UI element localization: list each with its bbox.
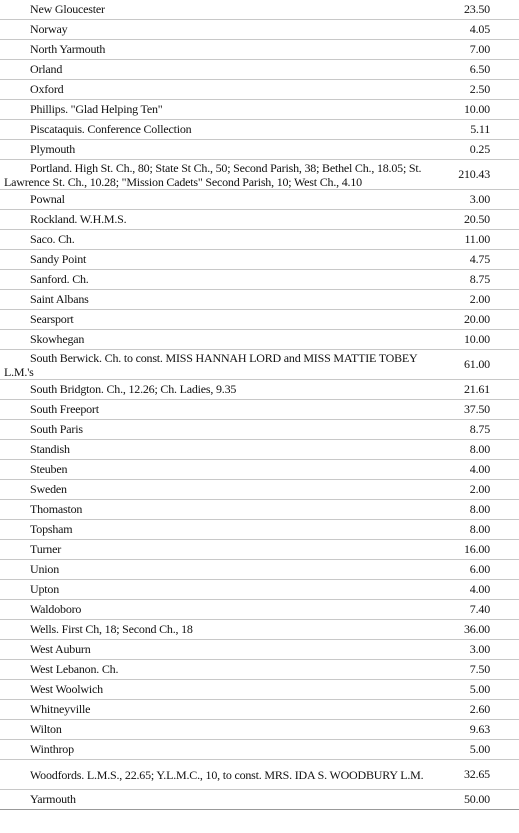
amount-cell: 6.00: [440, 560, 519, 580]
table-row: [0, 460, 519, 480]
place-cell: Wilton: [0, 720, 440, 740]
place-cell: Sanford. Ch.: [0, 270, 440, 290]
place-cell: Topsham: [0, 520, 440, 540]
place-cell: Steuben: [0, 460, 440, 480]
amount-cell: 2.00: [440, 290, 519, 310]
table-row: [0, 20, 519, 40]
place-cell: South Freeport: [0, 400, 440, 420]
amount-cell: 5.00: [440, 680, 519, 700]
place-cell: West Auburn: [0, 640, 440, 660]
amount-cell: 10.00: [440, 330, 519, 350]
table-row: [0, 790, 519, 810]
place-cell: Whitneyville: [0, 700, 440, 720]
table-row: [0, 700, 519, 720]
amount-cell: 5.11: [440, 120, 519, 140]
table-row: [0, 190, 519, 210]
amount-cell: 6.50: [440, 60, 519, 80]
place-cell: New Gloucester: [0, 0, 440, 20]
amount-cell: 8.75: [440, 270, 519, 290]
table-row: [0, 720, 519, 740]
table-row: [0, 680, 519, 700]
table-row: [0, 480, 519, 500]
amount-cell: 3.00: [440, 640, 519, 660]
table-row: [0, 500, 519, 520]
amount-cell: 21.61: [440, 380, 519, 400]
amount-cell: 0.25: [440, 140, 519, 160]
table-row: [0, 560, 519, 580]
table-row: [0, 140, 519, 160]
place-cell: Rockland. W.H.M.S.: [0, 210, 440, 230]
amount-cell: 2.00: [440, 480, 519, 500]
table-row: [0, 540, 519, 560]
place-cell: Upton: [0, 580, 440, 600]
amount-cell: 4.00: [440, 580, 519, 600]
table-row: [0, 600, 519, 620]
amount-cell: 23.50: [440, 0, 519, 20]
table-row: [0, 740, 519, 760]
place-text: South Berwick. Ch. to const. MISS HANNAH LORD and MISS MATTIE TOBEY L.M.'s: [4, 350, 418, 379]
table-row: [0, 270, 519, 290]
place-cell: Sweden: [0, 480, 440, 500]
place-cell: South Bridgton. Ch., 12.26; Ch. Ladies, 9.35: [0, 380, 440, 400]
table-row: [0, 210, 519, 230]
place-cell: Wells. First Ch, 18; Second Ch., 18: [0, 620, 440, 640]
amount-cell: 210.43: [440, 160, 519, 190]
place-text: Portland. High St. Ch., 80; State St Ch., 50; Second Parish, 38; Bethel Ch., 18.05; St. Lawrence St. Ch., 10.28; "Mission Cadets" Second Parish, 10; West Ch., 4.10: [4, 160, 422, 189]
amount-cell: 7.40: [440, 600, 519, 620]
place-cell: West Woolwich: [0, 680, 440, 700]
amount-cell: 5.00: [440, 740, 519, 760]
table-row: [0, 440, 519, 460]
table-row: [0, 290, 519, 310]
table-row: [0, 620, 519, 640]
place-cell: Saint Albans: [0, 290, 440, 310]
table-row: [0, 660, 519, 680]
place-cell: [0, 160, 440, 190]
amount-cell: 8.75: [440, 420, 519, 440]
place-cell: Standish: [0, 440, 440, 460]
amount-cell: 11.00: [440, 230, 519, 250]
place-cell: North Yarmouth: [0, 40, 440, 60]
amount-cell: 8.00: [440, 520, 519, 540]
place-cell: Winthrop: [0, 740, 440, 760]
table-row: [0, 760, 519, 790]
place-cell: Oxford: [0, 80, 440, 100]
amount-cell: 8.00: [440, 440, 519, 460]
place-cell: Orland: [0, 60, 440, 80]
amount-cell: 3.00: [440, 190, 519, 210]
table-row: [0, 80, 519, 100]
amount-cell: 9.63: [440, 720, 519, 740]
table-row: [0, 350, 519, 380]
place-cell: Piscataquis. Conference Collection: [0, 120, 440, 140]
amount-cell: 50.00: [440, 790, 519, 810]
amount-cell: 2.60: [440, 700, 519, 720]
place-cell: Phillips. "Glad Helping Ten": [0, 100, 440, 120]
amount-cell: 32.65: [440, 760, 519, 790]
place-text: Woodfords. L.M.S., 22.65; Y.L.M.C., 10, to const. MRS. IDA S. WOODBURY L.M.: [30, 767, 424, 782]
table-row: [0, 160, 519, 190]
place-cell: South Paris: [0, 420, 440, 440]
amount-cell: 2.50: [440, 80, 519, 100]
place-cell: Sandy Point: [0, 250, 440, 270]
place-cell: West Lebanon. Ch.: [0, 660, 440, 680]
amount-cell: 4.00: [440, 460, 519, 480]
amount-cell: 20.50: [440, 210, 519, 230]
table-row: [0, 0, 519, 20]
amount-cell: 36.00: [440, 620, 519, 640]
place-cell: Waldoboro: [0, 600, 440, 620]
place-cell: Searsport: [0, 310, 440, 330]
table-row: [0, 250, 519, 270]
table-row: [0, 330, 519, 350]
amount-cell: 7.00: [440, 40, 519, 60]
place-cell: Turner: [0, 540, 440, 560]
table-row: [0, 60, 519, 80]
table-row: [0, 40, 519, 60]
table-row: [0, 520, 519, 540]
place-cell: Union: [0, 560, 440, 580]
table-row: [0, 120, 519, 140]
place-cell: Pownal: [0, 190, 440, 210]
place-cell: [0, 350, 440, 380]
table-row: [0, 400, 519, 420]
amount-cell: 4.75: [440, 250, 519, 270]
table-row: [0, 310, 519, 330]
amount-cell: 8.00: [440, 500, 519, 520]
table-row: [0, 230, 519, 250]
place-cell: [0, 760, 440, 790]
place-cell: Plymouth: [0, 140, 440, 160]
table-row: [0, 420, 519, 440]
table-row: [0, 640, 519, 660]
amount-cell: 10.00: [440, 100, 519, 120]
amount-cell: 7.50: [440, 660, 519, 680]
amount-cell: 4.05: [440, 20, 519, 40]
place-cell: Saco. Ch.: [0, 230, 440, 250]
place-cell: Thomaston: [0, 500, 440, 520]
table-row: [0, 580, 519, 600]
place-cell: Skowhegan: [0, 330, 440, 350]
table-row: [0, 380, 519, 400]
amount-cell: 61.00: [440, 350, 519, 380]
table-row: [0, 100, 519, 120]
amount-cell: 20.00: [440, 310, 519, 330]
amount-cell: 16.00: [440, 540, 519, 560]
place-cell: Yarmouth: [0, 790, 440, 810]
amount-cell: 37.50: [440, 400, 519, 420]
place-cell: Norway: [0, 20, 440, 40]
